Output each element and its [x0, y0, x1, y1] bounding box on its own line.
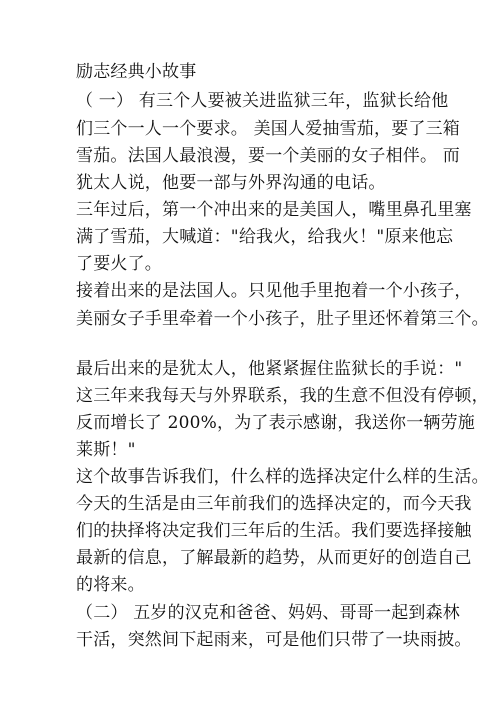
story-line-4: 犹太人说，他要一部与外界沟通的电话。 [76, 173, 386, 193]
story-line-2: 们三个一人一个要求。 美国人爱抽雪茄，要了三箱 [76, 119, 461, 139]
story-line-9: 美丽女子手里牵着一个小孩子，肚子里还怀着第三个。 [76, 309, 489, 329]
story-line-1: （ 一） 有三个人要被关进监狱三年，监狱长给他 [76, 91, 449, 111]
story-line-12: 反而增长了 200%，为了表示感谢，我送你一辆劳施 [76, 413, 476, 433]
story-line-6: 满了雪茄，大喊道："给我火，给我火！"原来他忘 [76, 227, 454, 247]
story-line-8: 接着出来的是法国人。只见他手里抱着一个小孩子， [76, 281, 472, 301]
story-line-20: 干活，突然间下起雨来，可是他们只带了一块雨披。 [76, 630, 472, 650]
story-line-14: 这个故事告诉我们，什么样的选择决定什么样的生活。 [76, 467, 489, 487]
story-line-3: 雪茄。法国人最浪漫，要一个美丽的女子相伴。 而 [76, 146, 461, 166]
story-line-11: 这三年来我每天与外界联系，我的生意不但没有停顿， [76, 386, 489, 406]
story-line-15: 今天的生活是由三年前我们的选择决定的，而今天我 [76, 494, 472, 514]
story-line-17: 最新的信息，了解最新的趋势，从而更好的创造自己 [76, 548, 472, 568]
story-line-13: 莱斯！" [76, 440, 136, 460]
story-line-18: 的将来。 [76, 575, 145, 595]
document-title: 励志经典小故事 [76, 62, 197, 82]
story-line-16: 们的抉择将决定我们三年后的生活。我们要选择接触 [76, 521, 472, 541]
story-line-10: 最后出来的是犹太人，他紧紧握住监狱长的手说：" [76, 359, 463, 379]
story-line-5: 三年过后，第一个冲出来的是美国人，嘴里鼻孔里塞 [76, 200, 472, 220]
story-line-19: （二） 五岁的汉克和爸爸、妈妈、哥哥一起到森林 [76, 603, 461, 623]
story-line-7: 了要火了。 [76, 254, 162, 274]
